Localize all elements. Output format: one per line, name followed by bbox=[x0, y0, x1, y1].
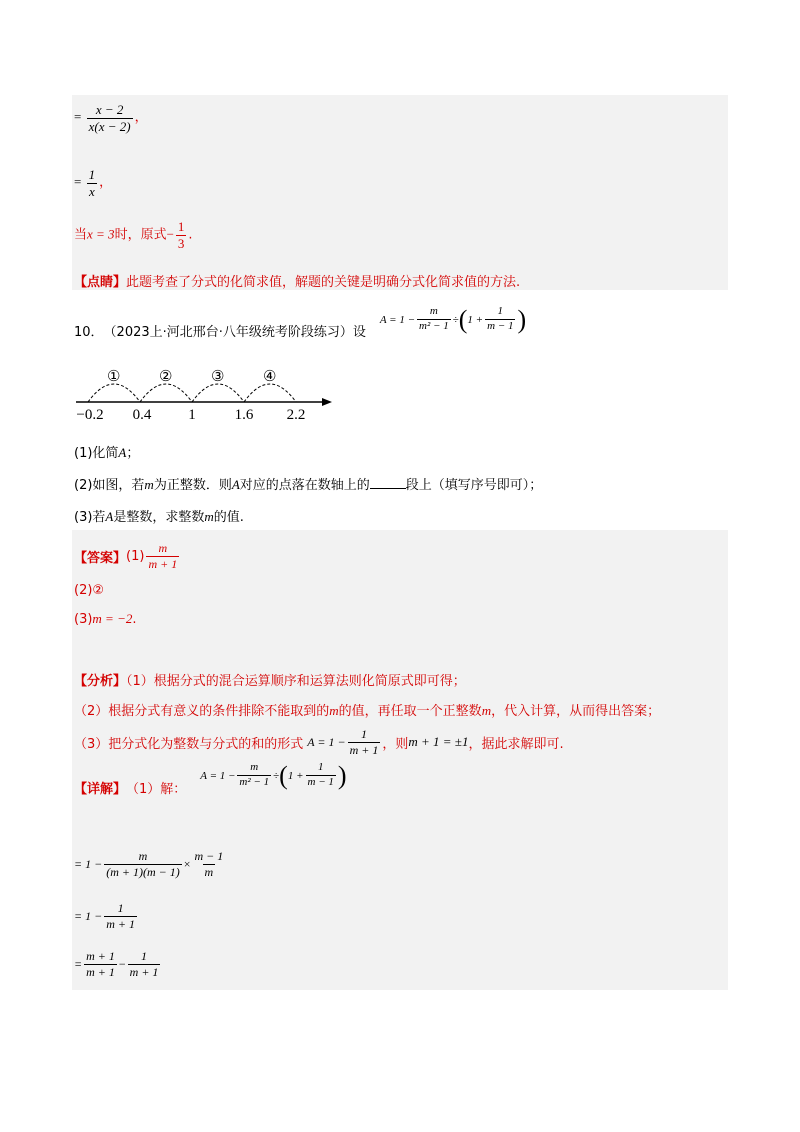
part-2: (2)如图，若m为正整数．则A对应的点落在数轴上的 段上（填写序号即可）； bbox=[74, 477, 543, 493]
tick-label: 1 bbox=[188, 407, 196, 422]
fraction: $\frac{1}{m + 1}$ bbox=[349, 727, 379, 757]
tick-label: 1.6 bbox=[234, 407, 254, 422]
step-line-1: = $\frac{x - 2}{x(x - 2)}$ ， bbox=[74, 102, 148, 134]
detail-formula: A = 1 − $\frac{m}{\text{m² − 1}}$ ÷ ( 1 + $\frac{1}{m - 1}$ ) bbox=[200, 760, 347, 790]
segment-label: ③ bbox=[211, 367, 225, 385]
detail-step-1: = 1 − $\frac{m}{(m + 1)(m - 1)}$ × $\frac{m - 1}{m}$ bbox=[74, 849, 224, 879]
step-line-2: = $\frac{1}{x}$ ， bbox=[74, 167, 113, 199]
number-line bbox=[70, 362, 340, 422]
answer-line-2: (2)② bbox=[74, 583, 105, 598]
question-header: 10． （2023上·河北邢台·八年级统考阶段练习）设 A = 1 − $\frac{m}{\text{m² − 1}}$ ÷ ( 1 + $\frac{1}{m - 1}$ ) bbox=[74, 304, 527, 340]
detail-step-3: = $\frac{m + 1}{m + 1}$ − $\frac{1}{m + 1}$ bbox=[74, 949, 159, 979]
analysis-line-2: （2）根据分式有意义的条件排除不能取到的m的值，再任取一个正整数m，代入计算，从而得出答案； bbox=[74, 703, 661, 719]
comment-line: 【点睛】此题考查了分式的化简求值，解题的关键是明确分式化简求值的方法. bbox=[74, 275, 521, 290]
part-3: (3)若A是整数，求整数m的值. bbox=[74, 509, 244, 525]
tick-label: 2.2 bbox=[286, 407, 306, 422]
answer-line-3: (3)m = −2. bbox=[74, 611, 137, 627]
tick-label: −0.2 bbox=[76, 407, 104, 422]
evaluation-line: 当x = 3时，原式− $\frac{1}{3}$ . bbox=[74, 219, 193, 251]
fraction: $\frac{m}{m + 1}$ bbox=[148, 541, 178, 571]
fraction: $\frac{1}{3}$ bbox=[177, 219, 185, 251]
answer-blank[interactable] bbox=[370, 476, 406, 489]
detail-step-2: = 1 − $\frac{1}{m + 1}$ bbox=[74, 901, 135, 931]
solution-block-top bbox=[72, 95, 728, 290]
tick-label: 0.4 bbox=[132, 407, 152, 422]
segment-label: ④ bbox=[263, 367, 277, 385]
detail-line: 【详解】 （1）解： A = 1 − $\frac{m}{\text{m² − 1}}$ ÷ ( 1 + $\frac{1}{m - 1}$ ) bbox=[74, 760, 347, 797]
fraction: $\frac{x - 2}{x(x - 2)}$ bbox=[88, 102, 131, 134]
segment-label: ① bbox=[107, 367, 121, 385]
fraction: $\frac{1}{x}$ bbox=[88, 167, 96, 199]
analysis-line-1: 【分析】（1）根据分式的混合运算顺序和运算法则化简原式即可得； bbox=[74, 674, 466, 689]
answer-line-1: 【答案】 (1) $\frac{m}{m + 1}$ bbox=[74, 541, 178, 571]
analysis-line-3: （3）把分式化为整数与分式的和的形式 A = 1 − $\frac{1}{m + 1}$ ，则 m + 1 = ±1 ，据此求解即可. bbox=[74, 727, 564, 757]
solution-block-answer bbox=[72, 530, 728, 990]
segment-label: ② bbox=[159, 367, 173, 385]
question-formula: A = 1 − $\frac{m}{\text{m² − 1}}$ ÷ ( 1 + $\frac{1}{m - 1}$ ) bbox=[379, 304, 527, 334]
part-1: (1)化简A； bbox=[74, 445, 140, 461]
